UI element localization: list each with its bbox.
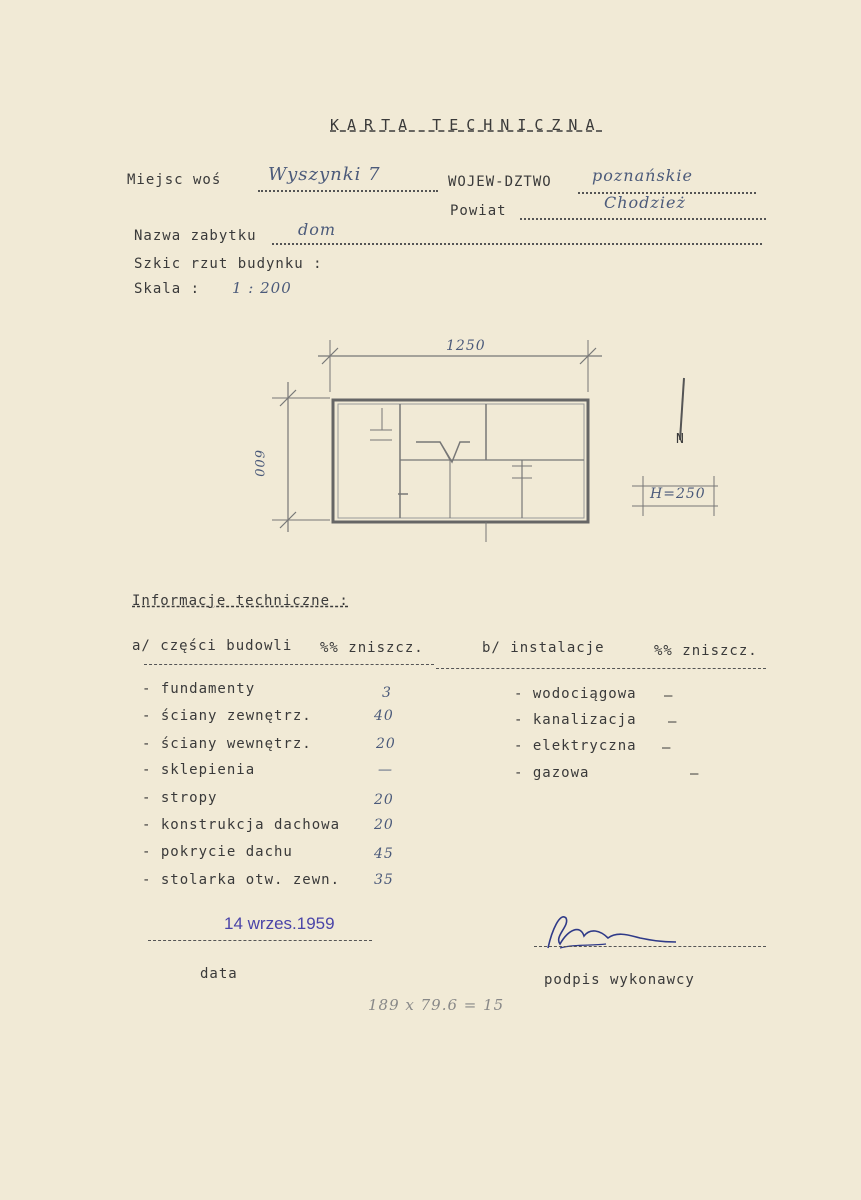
section-b-row-value: — (668, 714, 678, 730)
date-stamp: 14 wrzes.1959 (224, 914, 335, 933)
technical-heading: Informacje techniczne : (132, 593, 349, 609)
section-b-row-name: - gazowa (514, 765, 590, 781)
scale-value: 1 : 200 (232, 279, 292, 297)
section-b-row-name: - wodociągowa (514, 686, 637, 702)
section-a-row-name: - pokrycie dachu (142, 844, 293, 860)
section-a-row-value: 40 (374, 708, 394, 724)
section-a-row-value: 3 (382, 685, 392, 701)
district-value: Chodzież (604, 193, 686, 212)
plan-width-dimension: 1250 (446, 338, 486, 354)
voivodeship-value: poznańskie (592, 166, 693, 185)
scale-label: Skala : (134, 281, 201, 297)
monument-label: Nazwa zabytku (134, 228, 257, 244)
section-b-row-value: — (662, 740, 672, 756)
section-a-label: a/ części budowli (132, 638, 293, 654)
section-b-row-name: - elektryczna (514, 738, 637, 754)
section-a-row-name: - stolarka otw. zewn. (142, 872, 341, 888)
place-value: Wyszynki 7 (268, 164, 381, 185)
page-title: KARTA TECHNICZNA (330, 116, 603, 134)
section-a-row-value: 20 (376, 736, 396, 752)
section-a-row-value: 35 (374, 872, 394, 888)
section-a-row-name: - stropy (142, 790, 218, 806)
signature-underline (534, 946, 766, 947)
section-a-row-name: - fundamenty (142, 681, 256, 697)
section-a-row-name: - ściany zewnętrz. (142, 708, 312, 724)
north-arrow-label: N (676, 432, 685, 447)
plan-height-dimension: H=250 (650, 486, 706, 502)
plan-depth-dimension: 600 (251, 450, 266, 478)
signature-label: podpis wykonawcy (544, 972, 695, 988)
section-a-pct-header: %% zniszcz. (320, 640, 424, 656)
monument-value: dom (298, 220, 337, 239)
voivodeship-label: WOJEW-DZTWO (448, 174, 552, 190)
section-a-row-name: - sklepienia (142, 762, 256, 778)
section-b-row-value: — (690, 766, 700, 782)
place-label: Miejsc woś (127, 172, 222, 188)
section-b-row-value: — (664, 688, 674, 704)
section-a-row-value: 20 (374, 792, 394, 808)
pencil-note: 189 x 79.6 = 15 (368, 996, 505, 1014)
sketch-label: Szkic rzut budynku : (134, 256, 323, 272)
section-a-row-value: 20 (374, 817, 394, 833)
section-a-row-value: — (378, 762, 393, 778)
section-a-row-value: 45 (374, 846, 394, 862)
date-label: data (200, 966, 238, 982)
section-b-pct-header: %% zniszcz. (654, 643, 758, 659)
section-a-row-name: - konstrukcja dachowa (142, 817, 341, 833)
section-b-label: b/ instalacje (482, 640, 605, 656)
district-label: Powiat (450, 203, 507, 219)
section-a-row-name: - ściany wewnętrz. (142, 736, 312, 752)
section-b-row-name: - kanalizacja (514, 712, 637, 728)
